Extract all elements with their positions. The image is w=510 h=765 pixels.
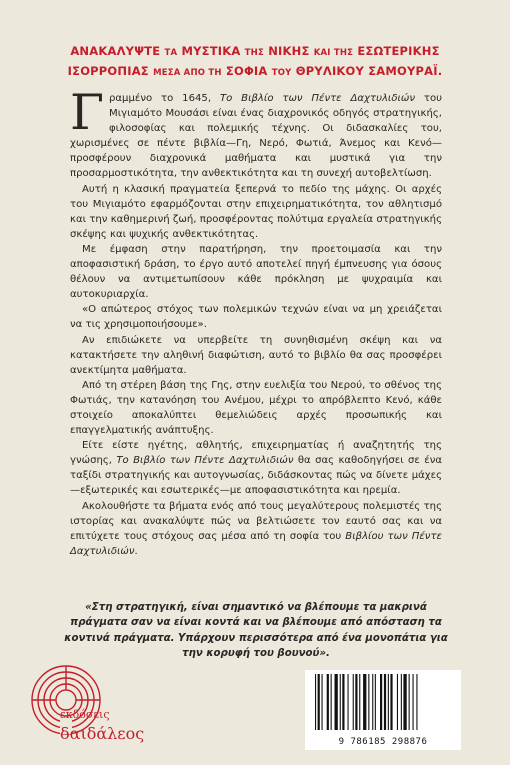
text-run: Είτε είστε ηγέτης, αθλητής, επιχειρηματίας ή αναζητητής της γνώσης, bbox=[70, 440, 442, 467]
paragraph: «Ο απώτερος στόχος των πολεμικών τεχνών είναι να μη χρειάζεται να τις χρησιμοποιήσουμε». bbox=[70, 304, 442, 331]
paragraph: Αν επιδιώκετε να υπερβείτε τη συνηθισμένη σκέψη και να κατακτήσετε την αληθινή διαφώτιση, αυτό το βιβλίο θα σας προσφέρει ανεκτίμητα μαθήματα. bbox=[70, 334, 442, 376]
book-title: Το Βιβλίο των Πέντε Δαχτυλιδιών bbox=[116, 455, 294, 467]
headline-word: ΜΥΣΤΙΚΑ bbox=[181, 44, 241, 58]
isbn-number: 9 786185 298876 bbox=[338, 737, 428, 747]
headline-word: ΘΡΥΛΙΚΟΥ ΣΑΜΟΥΡΑΪ. bbox=[295, 64, 443, 78]
headline-word: ΝΙΚΗΣ bbox=[268, 44, 310, 58]
headline-word: ΣΟΦΙΑ bbox=[225, 64, 268, 78]
publisher-line: δαιδάλεος bbox=[60, 724, 145, 743]
headline-word: ΤΟΥ bbox=[271, 68, 292, 78]
paragraph: Με έμφαση στην παρατήρηση, την προετοιμασία και την αποφασιστική δράση, το έργο αυτό αποτελεί πηγή έμπνευσης για όσους θέλουν να αντιμετωπίσουν κάθε πρόκληση με ψυχραιμία και αυτοκυριαρχία. bbox=[70, 243, 442, 301]
headline-word: ΤΑ bbox=[164, 48, 178, 58]
paragraph: Αυτή η κλασική πραγματεία ξεπερνά το πεδίο της μάχης. Οι αρχές του Μιγιαμότο εφαρμόζονται στην επιχειρηματικότητα, τον αθλητισμό και την καθημερινή ζωή, προσφέροντας πολύτιμα εργαλεία στρατηγικής σκέψης και ψυχικής ανθεκτικότητας. bbox=[70, 183, 442, 240]
paragraph: Από τη στέρεη βάση της Γης, στην ευελιξία του Νερού, το σθένος της Φωτιάς, την κατανόηση του Ανέμου, μέχρι το απρόβλεπτο Κενό, κάθε στοιχείο αποκαλύπτει θεμελιώδεις αρχές προσωπικής και επαγγελματικής ανάπτυξης. bbox=[70, 379, 442, 437]
blurb-text bbox=[70, 84, 442, 559]
headline-word: ΕΣΩΤΕΡΙΚΗΣ bbox=[357, 44, 440, 58]
headline-word: ΚΑΙ ΤΗΣ bbox=[313, 48, 354, 58]
headline-word: ΜΕΣΑ ΑΠΟ ΤΗ bbox=[153, 68, 222, 78]
headline-word: ΙΣΟΡΡΟΠΙΑΣ bbox=[67, 64, 149, 78]
book-title: Το Βιβλίο των Πέντε Δαχτυλιδιών bbox=[219, 93, 416, 104]
text-run: . bbox=[134, 545, 138, 557]
headline-word: ΑΝΑΚΑΛΥΨΤΕ bbox=[70, 44, 161, 58]
paragraph bbox=[70, 438, 442, 498]
publisher-line: εκδόσεις bbox=[60, 708, 110, 721]
isbn-barcode bbox=[305, 670, 461, 750]
paragraph bbox=[70, 499, 442, 559]
text-run: του Μιγιαμότο Μουσάσι είναι ένας διαχρονικός οδηγός στρατηγικής, φιλοσοφίας και πολεμικής τέχνης. Οι διδασκαλίες του, χωρισμένες σε πέντε βιβλία—Γη, Νερό, Φωτιά, Άνεμος και Κενό—προσφέρουν διαχρονικά μαθήματα και μυστικά για την προσαρμοστικότητα, την ανθεκτικότητα και τη συνεχή αυτοβελτίωση. bbox=[70, 93, 442, 180]
text-run: Ακολουθήστε τα βήματα ενός από τους μεγαλύτερους πολεμιστές της ιστορίας και ανακαλύψτε πώς να βελτιώσετε τον εαυτό σας και να επιτύχετε τους στόχους σας μέσα από τη σοφία του bbox=[70, 500, 442, 542]
headline-word: ΤΗΣ bbox=[244, 48, 264, 58]
text-run: θα σας καθοδηγήσει σε ένα ταξίδι στρατηγικής και αυτογνωσίας, διδάσκοντας πώς να δίνετε μάχες—εξωτερικές και εσωτερικές—με αποφασιστικότητα και ηρεμία. bbox=[70, 455, 442, 497]
pull-quote: «Στη στρατηγική, είναι σημαντικό να βλέπουμε τα μακρινά πράγματα σαν να είναι κοντά και να βλέπουμε από απόσταση τα κοντινά πράγματα. Υπάρχουν περισσότερα από ένα μονοπάτια για την κορυφή του βουνού». bbox=[64, 602, 448, 660]
barcode-bars bbox=[315, 674, 451, 730]
drop-cap: Γ bbox=[70, 84, 104, 141]
back-cover-headline bbox=[40, 42, 470, 82]
paragraph bbox=[70, 84, 442, 182]
text-run: ραμμένο το 1645, bbox=[109, 93, 220, 104]
book-title: Βιβλίου των Πέντε Δαχτυλιδιών bbox=[70, 530, 442, 557]
